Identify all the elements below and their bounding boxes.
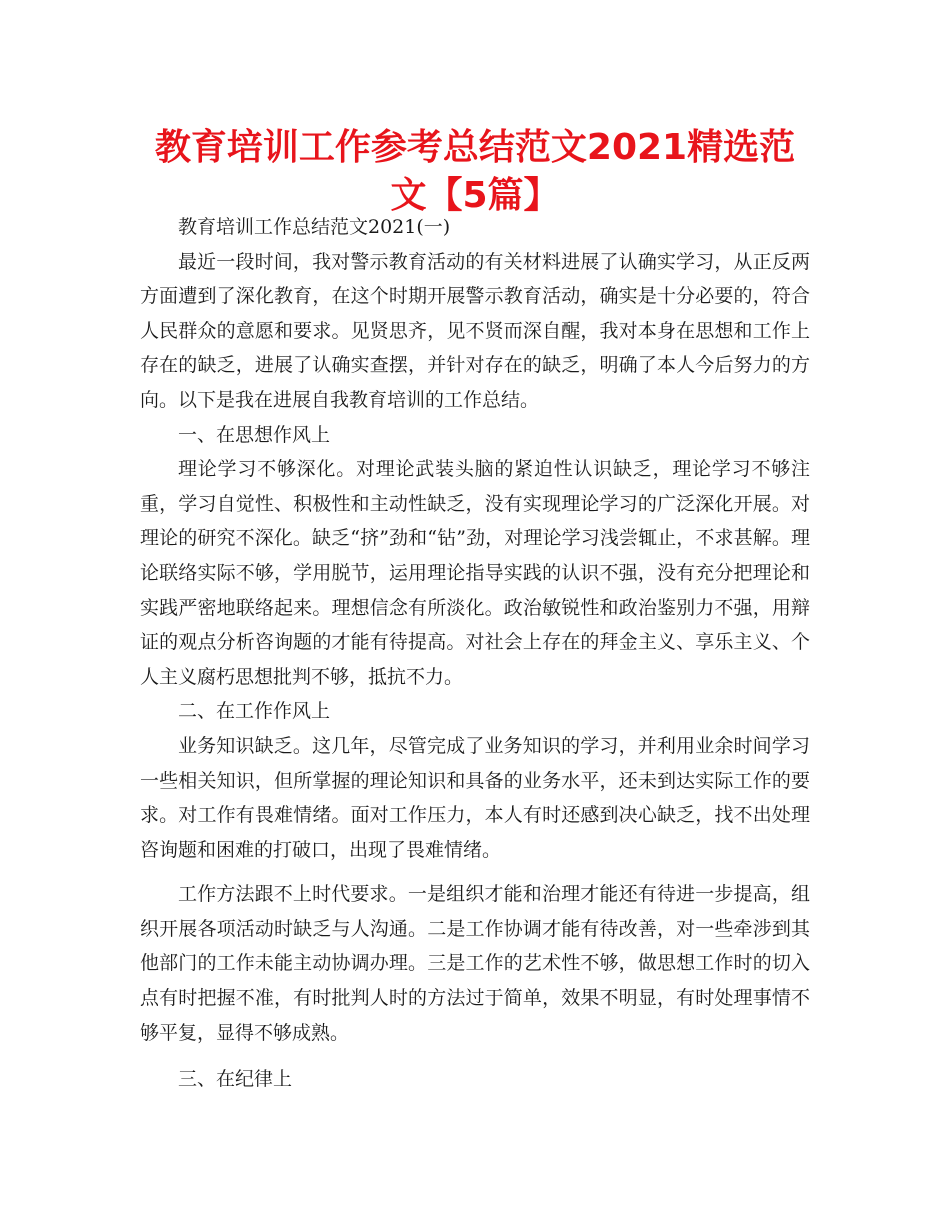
document-title: 教育培训工作参考总结范文2021精选范文【5篇】	[154, 127, 796, 216]
section-heading-discipline: 三、在纪律上	[178, 1068, 293, 1091]
paragraph-intro: 最近一段时间，我对警示教育活动的有关材料进展了认确实学习，从正反两方面遭到了深化教育，在这个时期开展警示教育活动，确实是十分必要的，符合人民群众的意愿和要求。见贤思齐，见不贤而深自醒，我对本身在思想和工作上存在的缺乏，进展了认确实查摆，并针对存在的缺乏，明确了本人今后努力的方向。以下是我在进展自我教育培训的工作总结。	[140, 250, 810, 411]
paragraph-thought: 理论学习不够深化。对理论武装头脑的紧迫性认识缺乏，理论学习不够注重，学习自觉性、积极性和主动性缺乏，没有实现理论学习的广泛深化开展。对理论的研究不深化。缺乏“挤”劲和“钻”劲，对理论学习浅尝辄止，不求甚解。理论联络实际不够，学用脱节，运用理论指导实践的认识不强，没有充分把理论和实践严密地联络起来。理想信念有所淡化。政治敏锐性和政治鉴别力不强，用辩证的观点分析咨询题的才能有待提高。对社会上存在的拜金主义、享乐主义、个人主义腐朽思想批判不够，抵抗不力。	[140, 458, 810, 688]
paragraph-work-knowledge: 业务知识缺乏。这几年，尽管完成了业务知识的学习，并利用业余时间学习一些相关知识，但所掌握的理论知识和具备的业务水平，还未到达实际工作的要求。对工作有畏难情绪。面对工作压力，本人有时还感到决心缺乏，找不出处理咨询题和困难的打破口，出现了畏难情绪。	[140, 734, 810, 861]
paragraph-work-method: 工作方法跟不上时代要求。一是组织才能和治理才能还有待进一步提高，组织开展各项活动时缺乏与人沟通。二是工作协调才能有待改善，对一些牵涉到其他部门的工作未能主动协调办理。三是工作的艺术性不够，做思想工作时的切入点有时把握不准，有时批判人时的方法过于简单，效果不明显，有时处理事情不够平复，显得不够成熟。	[140, 883, 810, 1044]
section-heading-thought: 一、在思想作风上	[178, 423, 331, 446]
document-subtitle: 教育培训工作总结范文2021(一)	[178, 216, 451, 238]
document-body	[140, 210, 810, 1097]
section-heading-work: 二、在工作作风上	[178, 700, 331, 723]
